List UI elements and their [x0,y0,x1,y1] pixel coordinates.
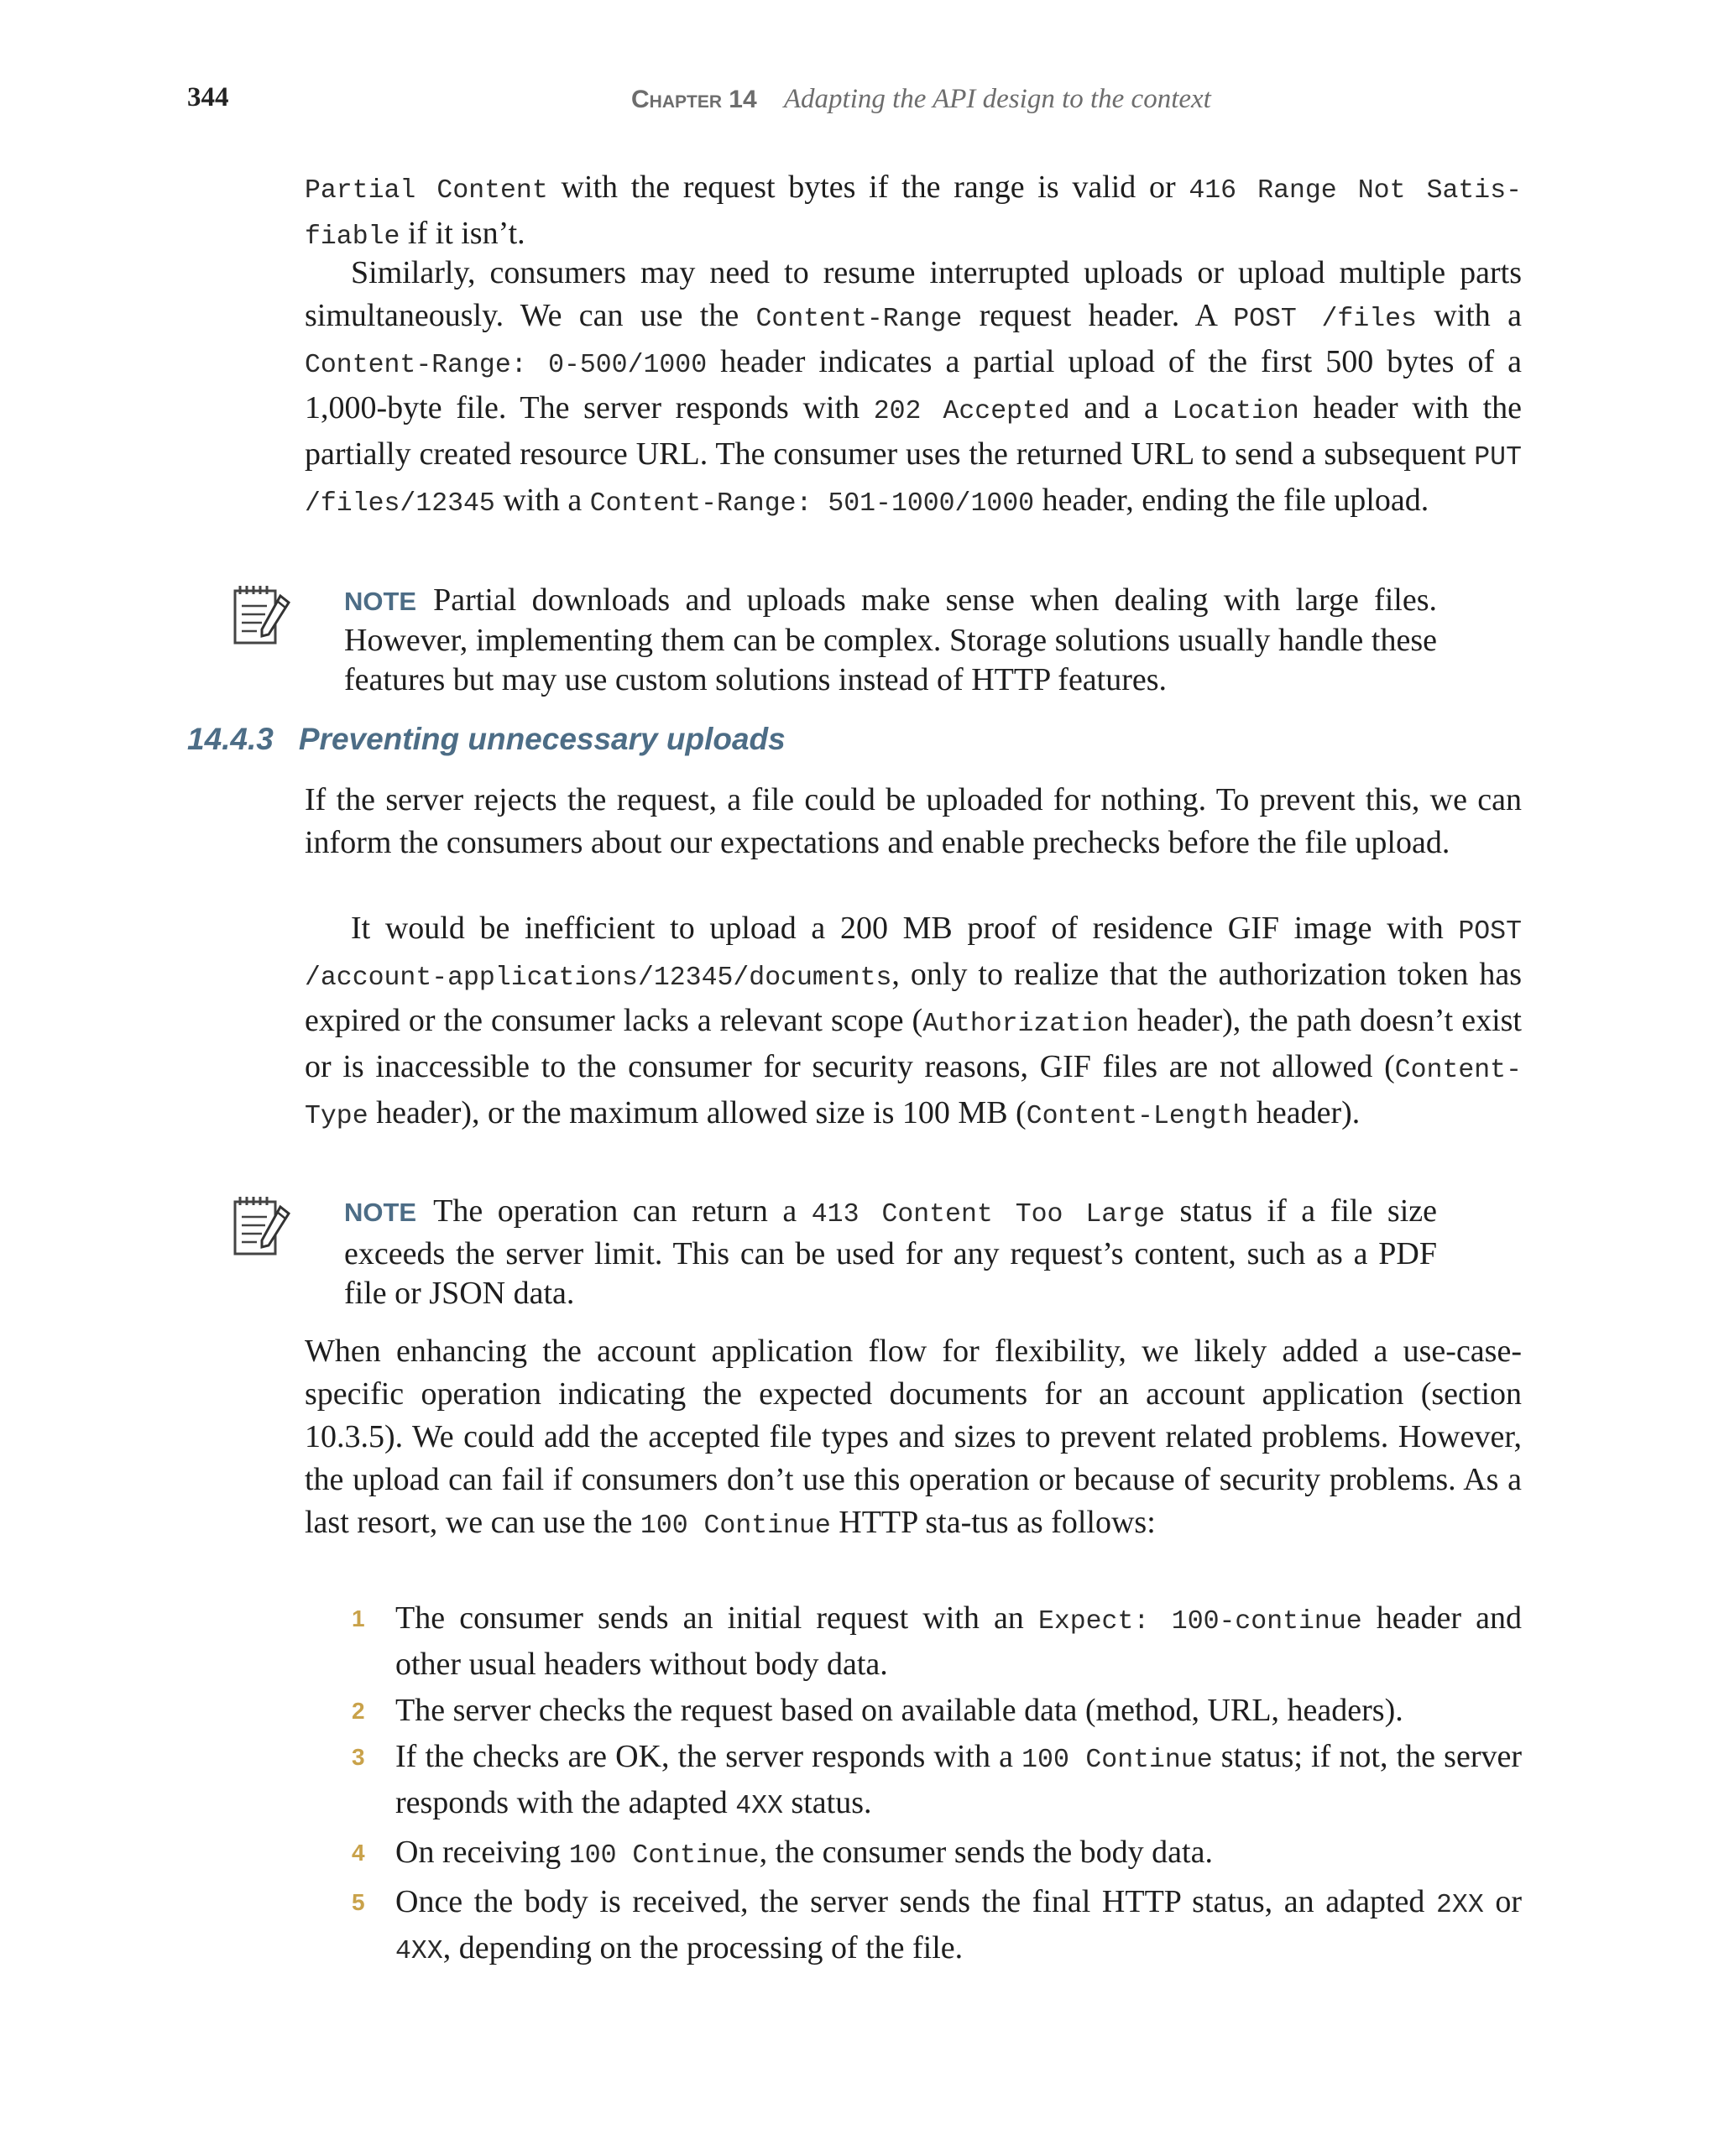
text: The consumer sends an initial request with an [395,1600,1038,1636]
text: The operation can return a [433,1193,812,1229]
text: HTTP sta-tus as follows: [830,1505,1156,1540]
text: Similarly, consumers may need to resume interrupted uploads or upload multiple parts simultaneously. We can use the [305,255,1522,333]
step-number: 5 [352,1889,365,1915]
paragraph [305,166,1522,258]
inline-code: 100 Continue [568,1841,760,1871]
step-text [395,1597,1522,1686]
inline-code: Content-Range: 0-500/1000 [305,351,708,380]
inline-code: POST /files [1233,305,1417,334]
text: request header. A [962,298,1234,333]
list-item [305,1597,1522,1686]
inline-code: Content-Range: 501-1000/1000 [589,489,1035,519]
text: It would be inefficient to upload a 200 MB proof of residence GIF image with [351,911,1459,946]
page-number: 344 [187,82,229,112]
text: header and other usual headers without body data. [395,1600,1522,1682]
step-text [395,1831,1522,1877]
inline-code: Authorization [922,1010,1129,1039]
paragraph-continuation [305,166,1522,258]
inline-code: 4XX [395,1937,443,1966]
chapter-title: Adapting the API design to the context [783,84,1211,114]
inline-code: 100 Continue [640,1511,831,1541]
paragraph [305,907,1522,1138]
paragraph [305,252,1522,525]
step-number: 1 [352,1605,365,1631]
note-text [344,581,1437,700]
note-text [344,1192,1437,1313]
text: with a [1416,298,1522,333]
text: header). [1248,1095,1361,1130]
paragraph-content-range [305,252,1522,525]
step-text [395,1736,1522,1828]
text: or [1483,1884,1523,1919]
inline-code: 4XX [735,1792,783,1821]
text: , only to realize that the authorization token has expired or the consumer lacks a relevant scope ( [305,957,1522,1038]
notepad-pencil-icon [232,584,292,651]
inline-code: Content-Range [755,305,963,334]
text: with a [494,483,590,518]
inline-code: 202 Accepted [873,397,1070,426]
step-number: 3 [352,1744,365,1770]
step-number: 2 [352,1698,365,1724]
note-label: NOTE [344,1198,417,1227]
inline-code: 413 Content Too Large [811,1200,1165,1229]
paragraph-enhancing [305,1330,1522,1548]
list-item [305,1831,1522,1877]
text: Once the body is received, the server sends the final HTTP status, an adapted [395,1884,1437,1919]
list-item [305,1881,1522,1973]
inline-code: Content-Length [1026,1102,1249,1131]
text: Partial downloads and uploads make sense when dealing with large files. However, implementing them can be complex. Storage solutions usually handle these features but may use custom solutions instead of HTTP features. [344,582,1437,697]
text: header), the path doesn’t exist or is inaccessible to the consumer for security reasons, GIF files are not allowed ( [305,1003,1522,1084]
step-number: 4 [352,1840,365,1866]
inline-code: POST /account-applications/12345/documents [305,917,1522,993]
list-item [305,1736,1522,1828]
text: header with the partially created resource URL. The consumer uses the returned URL to send a subsequent [305,390,1523,472]
step-text [395,1881,1522,1973]
text: The server checks the request based on available data (method, URL, headers). [395,1693,1403,1728]
paragraph-inefficient [305,907,1522,1138]
text: header indicates a partial upload of the first 500 bytes of a 1,000-byte file. The server responds with [305,344,1523,425]
chapter-number: 14 [729,86,757,113]
inline-code: 416 Range Not Satis-fiable [305,176,1523,252]
paragraph: If the server rejects the request, a file could be uploaded for nothing. To prevent this, we can inform the consumers about our expectations and enable prechecks before the file upload. [305,782,1522,860]
chapter-label: Chapter [631,86,723,113]
steps-list [305,1597,1522,1976]
running-head [631,84,1211,115]
text: and a [1069,390,1173,425]
text: header, ending the file upload. [1034,483,1429,518]
text: status. [782,1785,872,1820]
notepad-pencil-icon [232,1195,292,1262]
inline-code: 2XX [1436,1891,1484,1920]
text: , the consumer sends the body data. [759,1835,1213,1870]
inline-code: Location [1172,397,1299,426]
inline-code: Expect: 100-continue [1037,1607,1362,1637]
text: with the request bytes if the range is valid or [547,170,1189,205]
section-heading [187,722,786,757]
inline-code: Content-Type [305,1056,1522,1131]
section-number: 14.4.3 [187,722,274,756]
text: When enhancing the account application flow for flexibility, we likely added a use-case-specific operation indicating the expected documents for an account application (section 10.3.5). We could add the accepted file types and sizes to prevent related problems. However, the upload can fail if consumers don’t use this operation or because of security problems. As a last resort, we can use the [305,1334,1522,1540]
step-text [395,1689,1522,1732]
paragraph-prevent [305,779,1522,864]
text: If the checks are OK, the server responds with a [395,1739,1022,1774]
text: if it isn’t. [400,216,525,251]
text: header), or the maximum allowed size is 100 MB ( [368,1095,1027,1130]
inline-code: 100 Continue [1021,1746,1213,1775]
inline-code: PUT /files/12345 [305,443,1522,519]
section-title: Preventing unnecessary uploads [298,722,786,756]
inline-code: Partial Content [305,176,548,206]
text: On receiving [395,1835,569,1870]
text: status if a file size exceeds the server limit. This can be used for any request’s content, such as a PDF file or JSON data. [344,1193,1437,1311]
list-item [305,1689,1522,1732]
paragraph [305,1330,1522,1548]
text: , depending on the processing of the file. [442,1930,964,1965]
text: status; if not, the server responds with the adapted [395,1739,1522,1820]
note-label: NOTE [344,587,417,616]
